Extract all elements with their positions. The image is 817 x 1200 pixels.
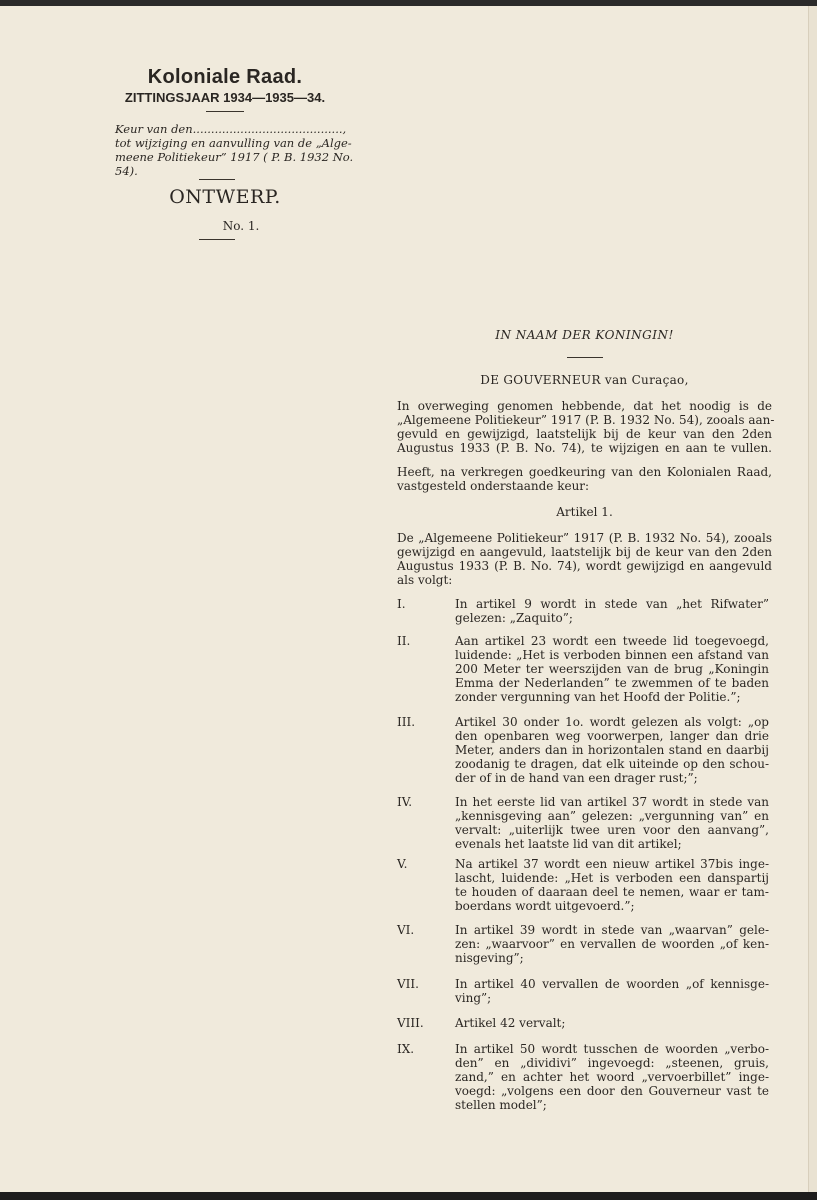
item-line: lascht, luidende: „Het is verboden een danspartij [455,871,769,885]
council-heading [100,66,350,112]
intro-line: Augustus 1933 (P. B. No. 74), wordt gewijzigd en aangevuld [397,559,772,573]
item-line: zonder vergunning van het Hoofd der Politie.”; [455,690,741,704]
item-line: zen: „waarvoor” en vervallen de woorden „of ken- [455,937,769,951]
item-line: In artikel 9 wordt in stede van „het Rifwater” [455,597,769,611]
preamble-line: gevuld en gewijzigd, laatstelijk bij de keur van den 2den [397,427,772,441]
scan-border [0,1192,817,1200]
divider [567,357,603,358]
keur-line: tot wijziging en aanvulling van de „Alge- [115,136,352,150]
item-line: In artikel 50 wordt tusschen de woorden „verbo- [455,1042,769,1056]
item-line: In artikel 40 vervallen de woorden „of kennisge- [455,977,769,991]
item-line: stellen model”; [455,1098,547,1112]
item-line: Na artikel 37 wordt een nieuw artikel 37bis inge- [455,857,769,871]
item-line: den openbaren weg voorwerpen, langer dan drie [455,729,769,743]
item-line: In het eerste lid van artikel 37 wordt in stede van [455,795,769,809]
item-line: In artikel 39 wordt in stede van „waarvan” gele- [455,923,769,937]
intro-line: gewijzigd en aangevuld, laatstelijk bij de keur van den 2den [397,545,772,559]
item-line: Emma der Nederlanden” te zwemmen of te baden [455,676,769,690]
approval [397,465,772,493]
article-title: Artikel 1. [556,505,613,519]
item-line: voegd: „volgens een door den Gouverneur vast te [455,1084,769,1098]
item-line: Aan artikel 23 wordt een tweede lid toegevoegd, [455,634,769,648]
item-line: „kennisgeving aan” gelezen: „vergunning van” en [455,809,769,823]
item-line: ving”; [455,991,492,1005]
item-number: II. [397,634,411,648]
preamble [397,399,775,455]
item-number: IV. [397,795,413,809]
draft-number: No. 1. [222,219,260,233]
item-line: Meter, anders dan in horizontalen stand en daarbij [455,743,769,757]
divider [199,179,235,180]
item-number: VI. [397,923,415,937]
item-line: gelezen: „Zaquito”; [455,611,573,625]
in-naam-heading: IN NAAM DER KONINGIN! [495,328,674,342]
item-line: nisgeving”; [455,951,524,965]
item-line: der of in de hand van een drager rust;”; [455,771,698,785]
council-title: Koloniale Raad. [147,66,303,88]
item-line: te houden of daaraan deel te nemen, waar er tam- [455,885,769,899]
keur-title [115,122,355,178]
item-line: zand,” en achter het woord „vervoerbillet” inge- [455,1070,769,1084]
preamble-line: „Algemeene Politiekeur” 1917 (P. B. 1932 No. 54), zooals aan- [397,413,775,427]
keur-line: meene Politiekeur” 1917 ( P. B. 1932 No. [115,150,354,164]
item-line: Artikel 30 onder 1o. wordt gelezen als volgt: „op [455,715,769,729]
divider [206,111,244,112]
item-number: I. [397,597,406,611]
item-number: V. [397,857,408,871]
item-line: vervalt: „uiterlijk twee uren voor den aanvang”, [455,823,769,837]
preamble-line: In overweging genomen hebbende, dat het noodig is de [397,399,772,413]
article-intro [397,531,772,587]
item-line: boerdans wordt uitgevoerd.”; [455,899,635,913]
intro-line: De „Algemeene Politiekeur” 1917 (P. B. 1932 No. 54), zooals [397,531,772,545]
approval-line: vastgesteld onderstaande keur: [397,479,590,493]
item-number: VIII. [397,1016,424,1030]
item-line: 200 Meter ter weerszijden van de brug „Koningin [455,662,769,676]
approval-line: Heeft, na verkregen goedkeuring van den Kolonialen Raad, [397,465,772,479]
intro-line: als volgt: [397,573,453,587]
draft-label: ONTWERP. [169,186,281,208]
keur-line: Keur van den........................................., [115,122,347,136]
item-line: zoodanig te dragen, dat elk uiteinde op den schou- [455,757,769,771]
item-line: evenals het laatste lid van dit artikel; [455,837,682,851]
item-line: luidende: „Het is verboden binnen een afstand van [455,648,769,662]
item-number: IX. [397,1042,415,1056]
item-number: VII. [397,977,419,991]
item-line: den” en „dividivi” ingevoegd: „steenen, gruis, [455,1056,769,1070]
governor-line: DE GOUVERNEUR van Curaçao, [480,373,689,387]
keur-line: 54). [115,164,138,178]
divider [199,239,235,240]
item-number: III. [397,715,416,729]
preamble-line: Augustus 1933 (P. B. No. 74), te wijzigen en aan te vullen. [397,441,772,455]
page-edge [808,6,817,1192]
session-year: ZITTINGSJAAR 1934—1935—34. [124,90,326,105]
item-line: Artikel 42 vervalt; [455,1016,566,1030]
